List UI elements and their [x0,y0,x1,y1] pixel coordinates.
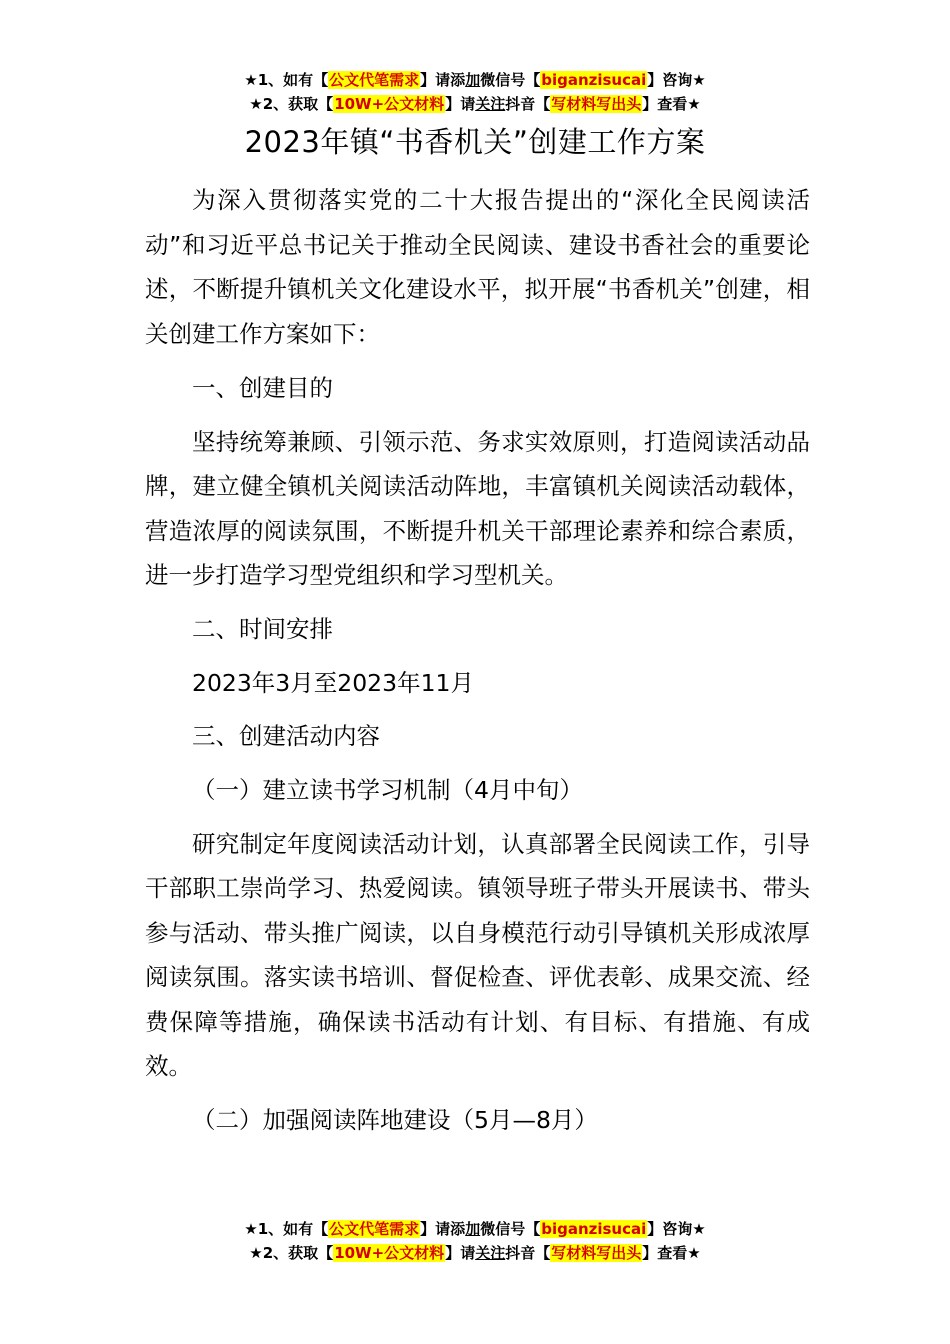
subsection-heading-1: （一）建立读书学习机制（4月中旬） [192,775,583,804]
promo-text: 微信号【 [480,71,541,89]
promo-text: ★2、获取【 [249,1244,334,1262]
body-paragraph: 坚持统筹兼顾、引领示范、务求实效原则，打造阅读活动品牌，建立健全镇机关阅读活动阵地，丰富镇机关阅读活动载体，营造浓厚的阅读氛围，不断提升机关干部理论素养和综合素质，进一步打造学习型党组织和学习型机关。 [145,427,810,589]
promo-text: ★2、获取【 [249,95,334,113]
document-title: 2023年镇“书香机关”创建工作方案 [244,125,706,159]
promo-text: 】查看★ [642,95,701,113]
promo-banner-bottom [0,1217,950,1265]
promo-highlight: 10W+公文材料 [334,1244,445,1262]
section-heading-1: 一、创建目的 [192,373,333,402]
promo-text-underlined: 加 [465,71,481,89]
promo-wechat-id: biganzisucai [541,1220,647,1238]
promo-highlight: 公文代笔需求 [329,71,420,89]
promo-line-1 [0,1217,950,1241]
promo-text: 抖音【 [505,95,551,113]
promo-text-underlined: 加 [465,1220,481,1238]
schedule-paragraph: 2023年3月至2023年11月 [192,668,474,697]
promo-banner-top [0,68,950,116]
promo-text: 】请 [445,1244,476,1262]
promo-douyin-id: 写材料写出头 [551,1244,642,1262]
subsection-heading-2: （二）加强阅读阵地建设（5月—8月） [192,1106,598,1134]
promo-douyin-id: 写材料写出头 [551,95,642,113]
section-heading-2: 二、时间安排 [192,615,333,643]
promo-highlight: 10W+公文材料 [334,95,445,113]
promo-text: 】请添 [420,1220,466,1238]
section-heading-3: 三、创建活动内容 [192,722,380,750]
promo-text: 】咨询★ [647,1220,706,1238]
promo-text-underlined: 关注 [475,95,506,113]
intro-paragraph: 为深入贯彻落实党的二十大报告提出的“深化全民阅读活动”和习近平总书记关于推动全民阅读、建设书香社会的重要论述，不断提升镇机关文化建设水平，拟开展“书香机关”创建，相关创建工作方案如下： [145,186,810,348]
promo-text: ★1、如有【 [244,1220,329,1238]
document-body [145,178,810,1143]
promo-text: 】请 [445,95,476,113]
body-paragraph: 研究制定年度阅读活动计划，认真部署全民阅读工作，引导干部职工崇尚学习、热爱阅读。镇领导班子带头开展读书、带头参与活动、带头推广阅读，以自身模范行动引导镇机关形成浓厚阅读氛围。落实读书培训、督促检查、评优表彰、成果交流、经费保障等措施，确保读书活动有计划、有目标、有措施、有成效。 [145,829,810,1080]
promo-highlight: 公文代笔需求 [329,1220,420,1238]
promo-text: 微信号【 [480,1220,541,1238]
promo-text: 】咨询★ [647,71,706,89]
promo-text-underlined: 关注 [475,1244,506,1262]
promo-text: 】查看★ [642,1244,701,1262]
promo-text: 】请添 [420,71,466,89]
promo-line-2 [0,1241,950,1265]
promo-text: 抖音【 [505,1244,551,1262]
promo-text: ★1、如有【 [244,71,329,89]
promo-wechat-id: biganzisucai [541,71,647,89]
promo-line-1 [0,68,950,92]
promo-line-2 [0,92,950,116]
